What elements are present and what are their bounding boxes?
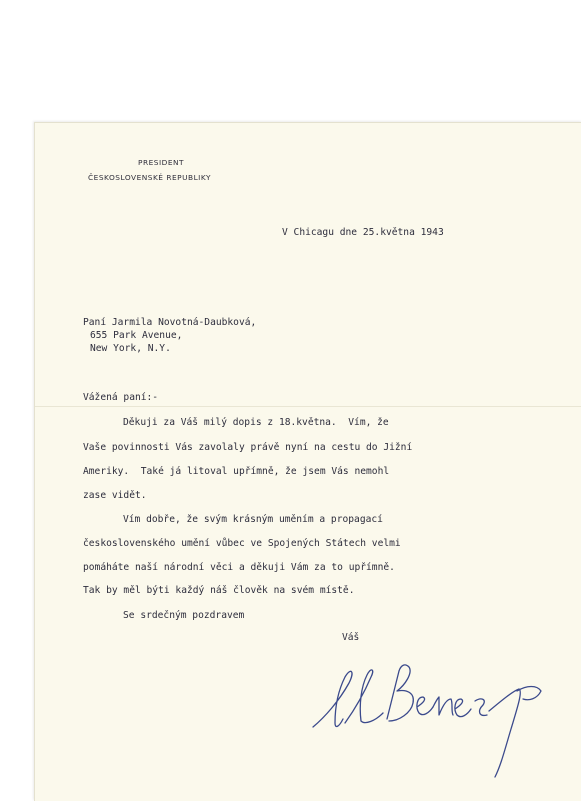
body-line: Tak by měl býti každý náš člověk na svém místě.: [83, 585, 355, 596]
body-line: Vím dobře, že svým krásným uměním a propagací: [123, 514, 383, 525]
body-line: pomáháte naší národní věci a děkuji Vám za to upřímně.: [83, 562, 395, 573]
signature-stroke: [489, 689, 520, 777]
closing-yours: Váš: [342, 632, 360, 643]
signature-stroke: [313, 671, 352, 727]
body-line: Děkuji za Váš milý dopis z 18.května. Vím, že: [123, 417, 389, 428]
body-line: československého umění vůbec ve Spojených Státech velmi: [83, 538, 401, 549]
closing-greeting: Se srdečným pozdravem: [123, 610, 245, 621]
letterhead-line-1: PRESIDENT: [138, 158, 185, 167]
letterhead-line-2: ČESKOSLOVENSKÉ REPUBLIKY: [88, 173, 211, 182]
signature-stroke: [455, 699, 471, 717]
recipient-city: New York, N.Y.: [90, 343, 171, 354]
letter-date: V Chicagu dne 25.května 1943: [282, 227, 444, 238]
paper-fold-line: [35, 406, 581, 407]
signature-stroke: [387, 665, 413, 721]
handwritten-signature: [305, 631, 565, 781]
recipient-street: 655 Park Avenue,: [90, 330, 183, 341]
body-line: zase vidět.: [83, 490, 147, 501]
letter-paper: [34, 122, 581, 801]
signature-stroke: [475, 699, 487, 715]
recipient-name: Paní Jarmila Novotná-Daubková,: [83, 317, 257, 328]
salutation: Vážená paní:-: [83, 392, 159, 403]
signature-stroke: [433, 697, 453, 715]
body-line: Ameriky. Také já litoval upřímně, že jsem Vás nemohl: [83, 466, 390, 477]
body-line: Vaše povinnosti Vás zavolaly právě nyní na cestu do Jižní: [83, 442, 413, 453]
letterhead: [88, 155, 248, 185]
signature-stroke: [417, 697, 433, 715]
